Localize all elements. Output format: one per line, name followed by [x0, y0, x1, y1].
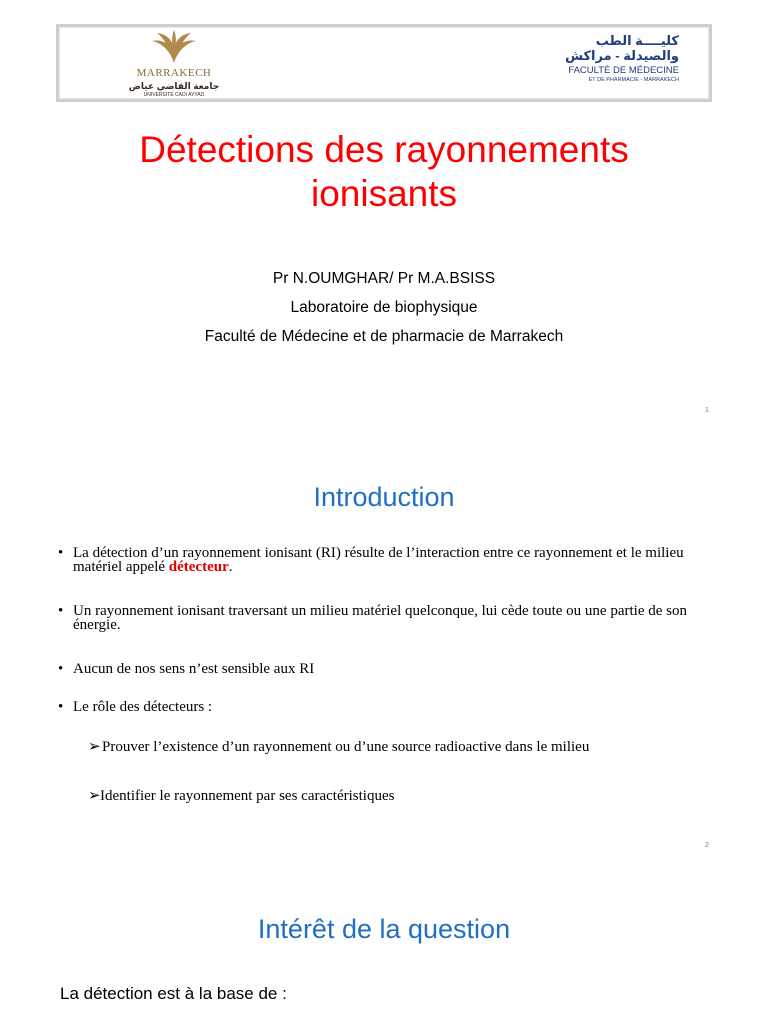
sub2-text: Identifier le rayonnement par ses caractéristiques: [100, 788, 395, 804]
slide1-title-line2: ionisants: [310, 173, 458, 214]
slide2-page-number: 2: [705, 842, 709, 849]
bullet-icon: •: [58, 699, 64, 715]
bullet1-end: .: [228, 559, 233, 575]
arrow-bullet-icon: ➢: [88, 739, 101, 755]
slide3-lead-text: La détection est à la base de :: [60, 984, 287, 1003]
slide1-title: [40, 128, 728, 216]
logo-city-text: MARRAKECH: [136, 67, 212, 79]
detecteur-highlight: détecteur: [168, 559, 229, 575]
arrow-bullet-icon: ➢: [88, 788, 101, 804]
slide2-title: Introduction: [313, 482, 455, 512]
bullet4-text: Le rôle des détecteurs :: [73, 699, 213, 715]
bullet2-text: Un rayonnement ionisant traversant un milieu matériel quelconque, lui cède toute ou une partie de son énergie.: [73, 603, 687, 633]
bullet-icon: •: [58, 545, 64, 561]
logo-tagline: UNIVERSITÉ CADI AYYAD: [143, 92, 205, 98]
slide3-title: Intérêt de la question: [257, 914, 511, 944]
faculty-logo: [499, 33, 679, 99]
authors-line: Pr N.OUMGHAR/ Pr M.A.BSISS: [272, 270, 496, 287]
lab-line: Laboratoire de biophysique: [290, 299, 478, 316]
slide1-title-line1: Détections des rayonnements: [139, 129, 629, 170]
header-banner: [56, 24, 712, 102]
bullet-icon: •: [58, 661, 64, 677]
faculty-french-line1: FACULTÉ DE MÉDECINE: [568, 65, 679, 76]
bullet3-text: Aucun de nos sens n’est sensible aux RI: [73, 661, 315, 677]
slide1-credits: [40, 264, 728, 351]
faculty-french-line2: ET DE PHARMACIE - MARRAKECH: [588, 77, 679, 83]
bullet1-text: La détection d’un rayonnement ionisant (RI) résulte de l’interaction entre ce rayonnement et le milieu matériel appelé: [73, 545, 684, 575]
faculty-line: Faculté de Médecine et de pharmacie de Marrakech: [204, 328, 564, 345]
bullet-text: [73, 546, 728, 574]
logo-arabic-text: جامعة القاضي عياض: [128, 81, 220, 91]
sub1-text: Prouver l’existence d’un rayonnement ou d’une source radioactive dans le milieu: [102, 739, 590, 755]
bullet-icon: •: [58, 603, 64, 619]
university-logo: [119, 29, 229, 101]
faculty-arabic-line2: والصيدلة - مراكش: [565, 48, 679, 63]
palm-logo-icon: [149, 29, 199, 65]
faculty-arabic-line1: كليــــة الطب: [595, 33, 679, 48]
slide1-page-number: 1: [705, 407, 709, 414]
